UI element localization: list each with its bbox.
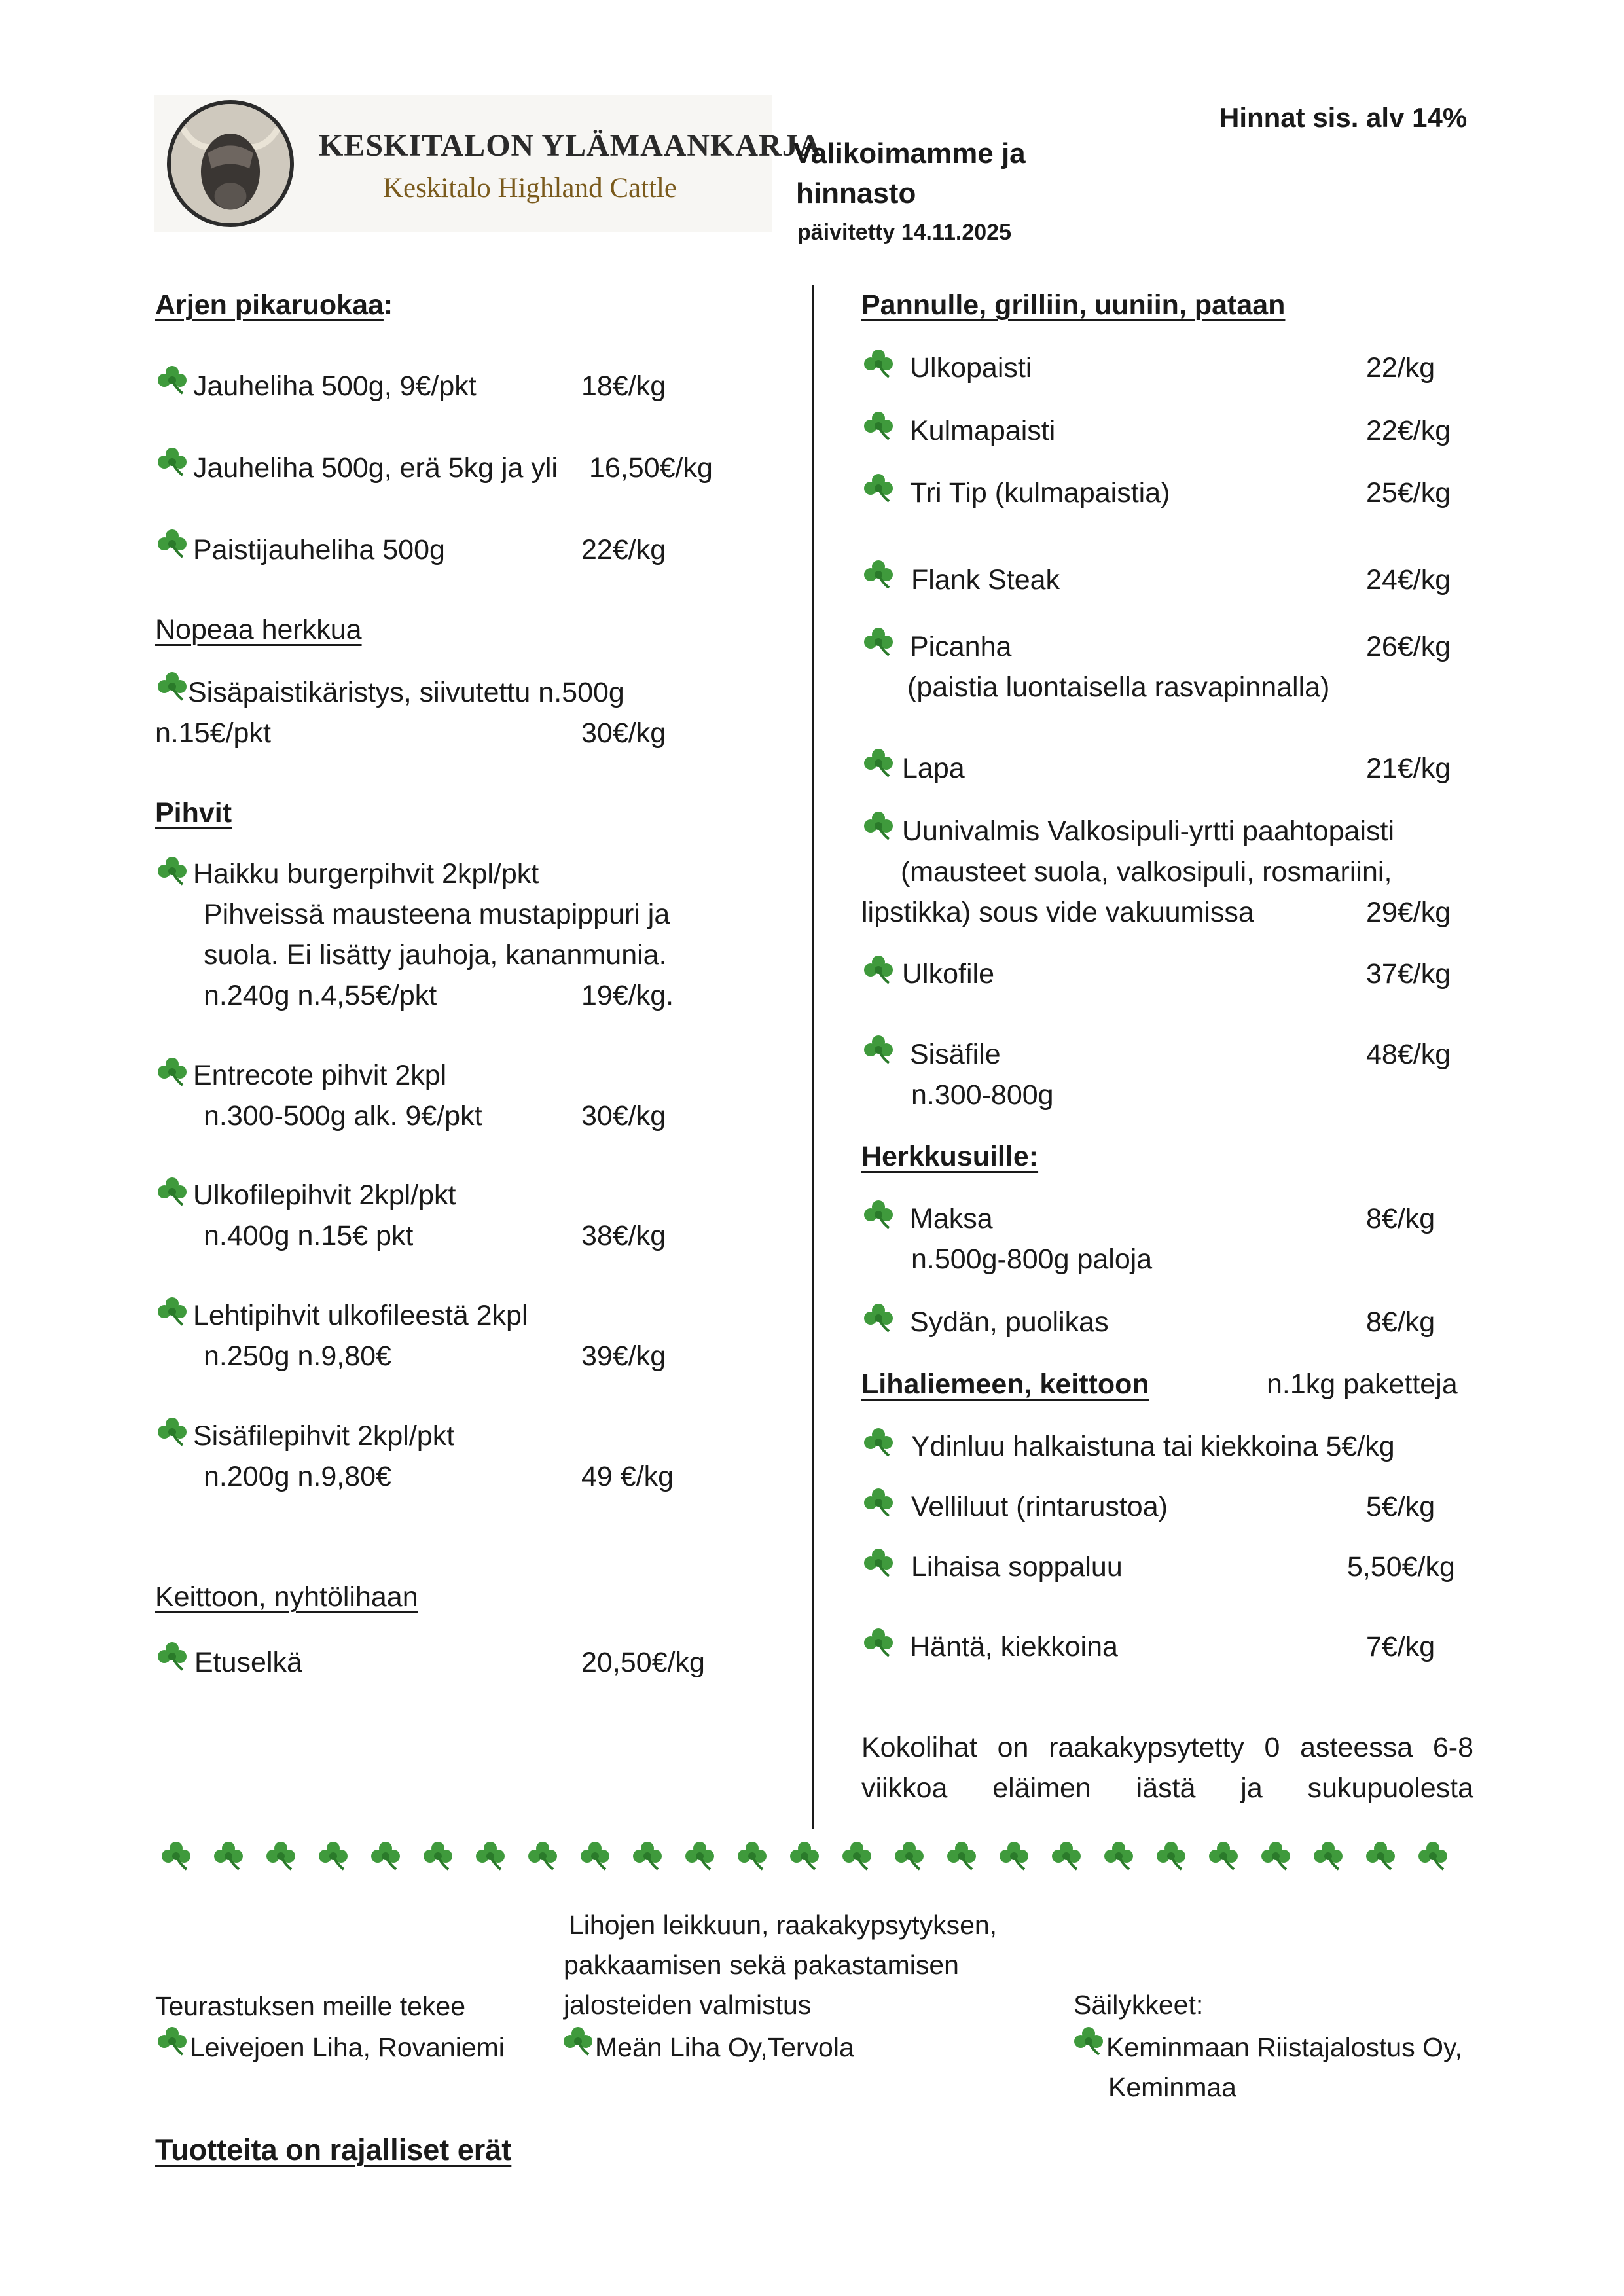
item-flank-steak: Flank Steak [911, 564, 1060, 596]
item-ydinluu: Ydinluu halkaistuna tai kiekkoina 5€/kg [911, 1431, 1395, 1462]
clover-icon [861, 1033, 895, 1067]
clover-icon [155, 1415, 189, 1449]
price-picanha: 26€/kg [1366, 631, 1451, 662]
clover-divider-row [159, 1839, 1468, 1878]
info-line-1: Kokolihat on raakakypsytetty 0 asteessa 6-8 [861, 1732, 1473, 1763]
price-maksa: 8€/kg [1366, 1203, 1435, 1234]
item-etuselka: Etuselkä [194, 1647, 302, 1678]
heading-line-2: hinnasto [796, 177, 916, 209]
clover-icon [155, 1175, 189, 1209]
price-sydan: 8€/kg [1366, 1306, 1435, 1338]
clover-icon [1206, 1839, 1240, 1873]
clover-icon [473, 1839, 507, 1873]
item-ulkofilepihvit-weight: n.400g n.15€ pkt [204, 1220, 414, 1251]
clover-icon [155, 445, 189, 479]
clover-icon [155, 527, 189, 561]
price-sisafilepihvit: 49 €/kg [581, 1461, 674, 1492]
price-sisafile: 48€/kg [1366, 1039, 1451, 1070]
clover-icon [1259, 1839, 1293, 1873]
clover-icon [861, 1486, 895, 1520]
footer-leikkuu-value: Meän Liha Oy,Tervola [595, 2032, 854, 2062]
item-jauheliha: Jauheliha 500g, 9€/pkt [193, 370, 477, 402]
item-ulkofile: Ulkofile [902, 958, 994, 990]
clover-icon [787, 1839, 821, 1873]
item-soppaluu: Lihaisa soppaluu [911, 1551, 1123, 1583]
clover-icon [316, 1839, 350, 1873]
item-haikku-desc-2: suola. Ei lisätty jauhoja, kananmunia. [204, 939, 667, 971]
item-sisapaistikaristys-price-note: n.15€/pkt [155, 717, 271, 749]
item-sisafile-weight: n.300-800g [911, 1079, 1054, 1111]
clover-icon [892, 1839, 926, 1873]
price-kulmapaisti: 22€/kg [1366, 415, 1451, 446]
item-picanha: Picanha [910, 631, 1012, 662]
item-haikku: Haikku burgerpihvit 2kpl/pkt [193, 858, 539, 889]
item-sydan: Sydän, puolikas [910, 1306, 1109, 1338]
price-velliluut: 5€/kg [1366, 1491, 1435, 1522]
item-maksa: Maksa [910, 1203, 993, 1234]
footer-teurastus-value: Leivejoen Liha, Rovaniemi [190, 2032, 505, 2062]
clover-icon [945, 1839, 979, 1873]
clover-icon [861, 809, 895, 843]
clover-icon [735, 1839, 769, 1873]
clover-icon [264, 1839, 298, 1873]
clover-icon [1311, 1839, 1345, 1873]
item-jauheliha-era: Jauheliha 500g, erä 5kg ja yli [193, 452, 558, 484]
price-lapa: 21€/kg [1366, 753, 1451, 784]
section-title-herkkusuille: Herkkusuille: [861, 1141, 1039, 1172]
clover-icon [526, 1839, 560, 1873]
item-ulkofilepihvit: Ulkofilepihvit 2kpl/pkt [193, 1179, 456, 1211]
clover-icon [155, 854, 189, 888]
price-uunivalmis: 29€/kg [1366, 897, 1451, 928]
section-title-pannulle: Pannulle, grilliin, uuniin, pataan [861, 289, 1286, 321]
price-jauheliha: 18€/kg [581, 370, 666, 402]
item-velliluut: Velliluut (rintarustoa) [911, 1491, 1168, 1522]
price-ulkopaisti: 22/kg [1366, 352, 1435, 384]
price-soppaluu: 5,50€/kg [1347, 1551, 1455, 1583]
section-title-nopeaa: Nopeaa herkkua [155, 614, 362, 645]
clover-icon [861, 1198, 895, 1232]
info-line-2: viikkoa eläimen iästä ja sukupuolesta [861, 1772, 1473, 1804]
clover-icon [421, 1839, 455, 1873]
item-entrecote-weight: n.300-500g alk. 9€/pkt [204, 1100, 482, 1132]
price-paistijauheliha: 22€/kg [581, 534, 666, 565]
clover-icon [155, 1295, 189, 1329]
clover-icon [155, 1055, 189, 1089]
footer-leikkuu-line-2: pakkaamisen sekä pakastamisen [564, 1950, 959, 1980]
heading-line-1: Valikoimamme ja [793, 137, 1026, 170]
footer-leikkuu-line-1: Lihojen leikkuun, raakakypsytyksen, [569, 1910, 998, 1940]
clover-icon [1102, 1839, 1136, 1873]
clover-icon [683, 1839, 717, 1873]
clover-icon [997, 1839, 1031, 1873]
clover-icon [861, 953, 895, 987]
footer-leikkuu-line-3: jalosteiden valmistus [564, 1990, 812, 2020]
section-title-pihvit: Pihvit [155, 797, 232, 829]
item-lehtipihvit-weight: n.250g n.9,80€ [204, 1340, 391, 1372]
clover-icon [1416, 1839, 1450, 1873]
clover-icon [840, 1839, 874, 1873]
clover-icon [369, 1839, 403, 1873]
updated-date: päivitetty 14.11.2025 [797, 220, 1012, 245]
item-haikku-desc-1: Pihveissä mausteena mustapippuri ja [204, 899, 670, 930]
clover-icon [561, 2024, 595, 2058]
clover-icon [155, 2024, 189, 2058]
clover-icon [861, 1301, 895, 1335]
item-uunivalmis-desc-1: (mausteet suola, valkosipuli, rosmariini, [901, 856, 1392, 888]
price-tri-tip: 25€/kg [1366, 477, 1451, 509]
item-uunivalmis: Uunivalmis Valkosipuli-yrtti paahtopaisti [902, 816, 1395, 847]
clover-icon [578, 1839, 612, 1873]
clover-icon [159, 1839, 193, 1873]
clover-icon [861, 1546, 895, 1580]
item-tri-tip: Tri Tip (kulmapaistia) [910, 477, 1170, 509]
clover-icon [861, 1426, 895, 1460]
item-sisafilepihvit-weight: n.200g n.9,80€ [204, 1461, 391, 1492]
price-ulkofilepihvit: 38€/kg [581, 1220, 666, 1251]
price-haikku: 19€/kg. [581, 980, 674, 1011]
section-title-lihaliemeen: Lihaliemeen, keittoon [861, 1369, 1149, 1400]
footer-sailykkeet-label: Säilykkeet: [1074, 1990, 1204, 2020]
clover-icon [861, 746, 895, 780]
clover-icon [1049, 1839, 1083, 1873]
price-etuselka: 20,50€/kg [581, 1647, 705, 1678]
item-maksa-note: n.500g-800g paloja [911, 1244, 1153, 1275]
closing-note: Tuotteita on rajalliset erät [155, 2133, 512, 2166]
item-uunivalmis-desc-2: lipstikka) sous vide vakuumissa [861, 897, 1254, 928]
price-entrecote: 30€/kg [581, 1100, 666, 1132]
clover-icon [630, 1839, 664, 1873]
item-lehtipihvit: Lehtipihvit ulkofileestä 2kpl [193, 1300, 528, 1331]
item-hanta: Häntä, kiekkoina [910, 1631, 1118, 1662]
price-lehtipihvit: 39€/kg [581, 1340, 666, 1372]
column-divider [812, 285, 814, 1829]
clover-icon [155, 1640, 189, 1674]
vat-note: Hinnat sis. alv 14% [1219, 102, 1468, 133]
item-paistijauheliha: Paistijauheliha 500g [193, 534, 445, 565]
clover-icon [861, 1626, 895, 1660]
footer-teurastus-label: Teurastuksen meille tekee [155, 1991, 466, 2021]
clover-icon [861, 558, 895, 592]
clover-icon [861, 471, 895, 505]
brand-logo [154, 95, 822, 232]
clover-icon [1363, 1839, 1398, 1873]
logo-title: KESKITALON YLÄMAANKARJA [319, 128, 822, 163]
price-flank-steak: 24€/kg [1366, 564, 1451, 596]
price-sisapaistikaristys: 30€/kg [581, 717, 666, 749]
item-sisafile: Sisäfile [910, 1039, 1001, 1070]
clover-icon [155, 670, 189, 704]
clover-icon [861, 347, 895, 381]
lihaliemeen-note: n.1kg paketteja [1267, 1369, 1458, 1400]
section-title-arjen: Arjen pikaruokaa: [155, 289, 393, 321]
item-kulmapaisti: Kulmapaisti [910, 415, 1056, 446]
section-title-keittoon: Keittoon, nyhtölihaan [155, 1581, 418, 1613]
item-lapa: Lapa [902, 753, 965, 784]
clover-icon [155, 363, 189, 397]
price-ulkofile: 37€/kg [1366, 958, 1451, 990]
item-entrecote: Entrecote pihvit 2kpl [193, 1060, 447, 1091]
footer-sailykkeet-value-1: Keminmaan Riistajalostus Oy, [1106, 2032, 1462, 2062]
highland-cow-logo [167, 100, 294, 227]
clover-icon [861, 625, 895, 659]
clover-icon [211, 1839, 245, 1873]
clover-icon [861, 409, 895, 443]
item-picanha-note: (paistia luontaisella rasvapinnalla) [907, 672, 1330, 703]
clover-icon [1072, 2024, 1106, 2058]
item-haikku-weight: n.240g n.4,55€/pkt [204, 980, 437, 1011]
price-hanta: 7€/kg [1366, 1631, 1435, 1662]
item-sisapaistikaristys: Sisäpaistikäristys, siivutettu n.500g [188, 677, 624, 708]
clover-icon [1154, 1839, 1188, 1873]
footer-sailykkeet-value-2: Keminmaa [1108, 2072, 1236, 2102]
item-sisafilepihvit: Sisäfilepihvit 2kpl/pkt [193, 1420, 455, 1452]
item-ulkopaisti: Ulkopaisti [910, 352, 1032, 384]
logo-subtitle: Keskitalo Highland Cattle [383, 173, 677, 204]
price-jauheliha-era: 16,50€/kg [589, 452, 713, 484]
